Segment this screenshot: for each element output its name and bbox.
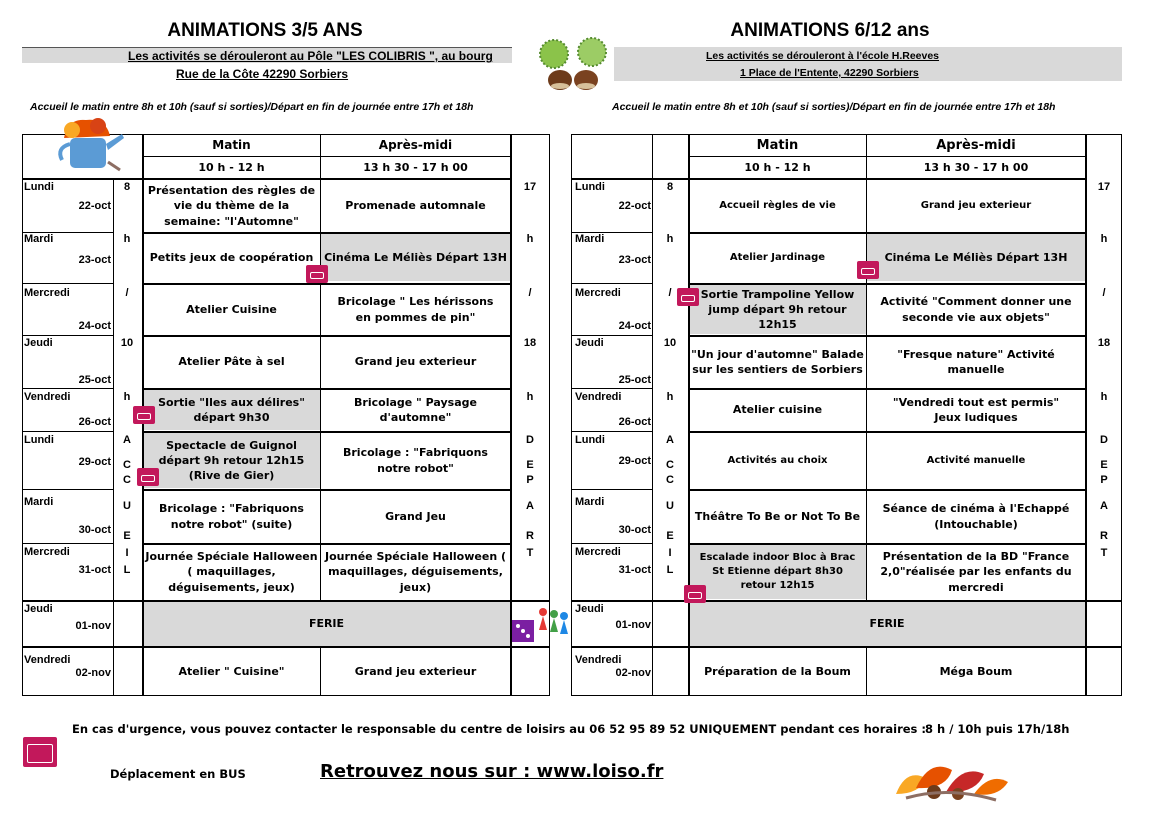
departure-char: T	[1100, 547, 1108, 559]
divider	[652, 134, 653, 696]
arrival-char: C	[123, 474, 131, 486]
date-label: 30-oct	[618, 524, 651, 536]
left-accueil: Accueil le matin entre 8h et 10h (sauf si sorties)/Départ en fin de journée entre 17h et 18h	[30, 101, 474, 113]
departure-char: D	[526, 434, 534, 446]
day-label: Jeudi	[24, 603, 53, 615]
day-label: Lundi	[575, 434, 605, 446]
arrival-char: h	[666, 391, 674, 403]
divider	[571, 283, 652, 284]
divider	[866, 646, 867, 696]
arrival-char: I	[125, 547, 129, 559]
day-label: Vendredi	[575, 654, 622, 666]
departure-char: h	[1100, 233, 1108, 245]
arrival-char: U	[123, 500, 131, 512]
arrival-char: A	[123, 434, 131, 446]
date-label: 22-oct	[618, 200, 651, 212]
bus-icon	[23, 737, 57, 767]
emergency-hours: 8 h / 10h puis 17h/18h	[925, 722, 1070, 736]
activity-cell: Activité "Comment donner une seconde vie aux objets"	[880, 295, 1072, 324]
activity-cell: Accueil règles de vie	[719, 200, 836, 212]
right-location-line1: Les activités se dérouleront à l'école H.Reeves	[706, 50, 940, 62]
activity-cell: Sortie Trampoline Yellow jump départ 9h retour 12h15	[700, 287, 855, 332]
date-label: 02-nov	[75, 667, 111, 679]
date-label: 22-oct	[78, 200, 111, 212]
activity-cell: Escalade indoor Bloc à Brac St Etienne départ 8h30 retour 12h15	[699, 552, 856, 591]
activity-cell: Grand Jeu	[385, 509, 446, 523]
activity-cell: "Vendredi tout est permis" Jeux ludiques	[892, 395, 1060, 424]
departure-char: 18	[523, 337, 537, 349]
activity-cell: "Fresque nature" Activité manuelle	[897, 347, 1055, 376]
arrival-char: L	[123, 564, 131, 576]
activity-cell: Atelier " Cuisine"	[178, 664, 285, 678]
arrival-char: 10	[663, 337, 677, 349]
divider	[1085, 134, 1087, 696]
day-label: Lundi	[24, 181, 54, 193]
day-label: Jeudi	[575, 337, 604, 349]
departure-char: T	[526, 547, 534, 559]
activity-cell: Petits jeux de coopération	[149, 251, 314, 265]
activity-cell: Sortie "Iles aux délires" départ 9h30	[158, 395, 305, 424]
divider	[571, 431, 652, 432]
activity-cell: Bricolage " Les hérissons en pommes de pin"	[337, 295, 494, 324]
right-time-am: 13 h 30 - 17 h 00	[923, 160, 1029, 174]
divider	[571, 388, 652, 389]
arrival-char: E	[123, 530, 131, 542]
date-label: 02-nov	[615, 667, 651, 679]
arrival-char: A	[666, 434, 674, 446]
departure-char: R	[1100, 530, 1108, 542]
divider	[571, 489, 652, 490]
departure-char: /	[1102, 287, 1106, 299]
activity-cell: Journée Spéciale Halloween ( maquillages, déguisements, jeux)	[324, 550, 507, 594]
arrival-char: C	[666, 459, 674, 471]
divider	[571, 543, 652, 544]
day-label: Mardi	[575, 496, 605, 508]
departure-char: 17	[1097, 181, 1111, 193]
day-label: Mercredi	[24, 287, 70, 299]
arrival-char: h	[123, 391, 131, 403]
activity-cell: Grand jeu exterieur	[354, 355, 477, 369]
activity-cell: Bricolage : "Fabriquons notre robot" (suite)	[159, 502, 304, 531]
activity-cell: Atelier Jardinage	[729, 252, 826, 264]
departure-char: 17	[523, 181, 537, 193]
right-time-matin: 10 h - 12 h	[744, 160, 811, 174]
right-title: ANIMATIONS 6/12 ans	[730, 20, 930, 41]
departure-char: h	[1100, 391, 1108, 403]
arrival-char: C	[123, 459, 131, 471]
day-label: Mardi	[24, 496, 54, 508]
departure-char: D	[1100, 434, 1108, 446]
activity-cell: Cinéma Le Méliès Départ 13H	[884, 251, 1068, 265]
ferie-cell: FERIE	[308, 616, 345, 630]
bus-legend-label: Déplacement en BUS	[110, 767, 246, 781]
arrival-char: 10	[120, 337, 134, 349]
activity-cell: Grand jeu exterieur	[354, 664, 477, 678]
arrival-char: E	[666, 530, 674, 542]
divider	[866, 134, 867, 601]
arrival-char: L	[666, 564, 674, 576]
date-label: 25-oct	[618, 374, 651, 386]
activity-cell: Atelier cuisine	[732, 403, 823, 417]
left-time-am: 13 h 30 - 17 h 00	[363, 160, 468, 174]
right-header-am: Après-midi	[936, 137, 1016, 153]
activity-cell: Spectacle de Guignol départ 9h retour 12h15 (Rive de Gier)	[158, 438, 305, 483]
activity-cell: Méga Boum	[939, 664, 1013, 678]
activity-cell: Promenade automnale	[345, 199, 486, 213]
departure-char: P	[526, 474, 534, 486]
left-header-matin: Matin	[212, 138, 251, 153]
day-label: Vendredi	[24, 391, 71, 403]
left-time-matin: 10 h - 12 h	[198, 160, 265, 174]
date-label: 01-nov	[75, 620, 111, 632]
date-label: 24-oct	[78, 320, 111, 332]
activity-cell: Présentation des règles de vie du thème de la semaine: "l'Automne"	[147, 184, 316, 228]
day-label: Lundi	[24, 434, 54, 446]
departure-char: h	[526, 233, 534, 245]
date-label: 24-oct	[618, 320, 651, 332]
activity-cell: Préparation de la Boum	[704, 664, 851, 678]
website-link[interactable]: Retrouvez nous sur : www.loiso.fr	[320, 761, 664, 782]
arrival-char: U	[666, 500, 674, 512]
date-label: 25-oct	[78, 374, 111, 386]
activity-cell: Cinéma Le Méliès Départ 13H	[324, 251, 507, 265]
left-title: ANIMATIONS 3/5 ANS	[167, 20, 363, 41]
day-label: Mercredi	[575, 287, 621, 299]
day-label: Mercredi	[24, 546, 70, 558]
departure-char: h	[526, 391, 534, 403]
day-label: Lundi	[575, 181, 605, 193]
day-label: Mercredi	[575, 546, 621, 558]
departure-char: A	[526, 500, 534, 512]
date-label: 26-oct	[618, 416, 651, 428]
day-label: Jeudi	[575, 603, 604, 615]
departure-char: E	[1100, 459, 1108, 471]
day-label: Mardi	[575, 233, 605, 245]
activity-cell: Théâtre To Be or Not To Be	[694, 509, 861, 523]
date-label: 29-oct	[78, 456, 111, 468]
ferie-cell: FERIE	[869, 616, 905, 630]
divider	[571, 335, 652, 336]
arrival-char: h	[666, 233, 674, 245]
departure-char: E	[526, 459, 534, 471]
activity-cell: Activités au choix	[727, 454, 828, 466]
date-label: 26-oct	[78, 416, 111, 428]
bus-icon	[857, 261, 879, 279]
autumn-leaves-illustration	[886, 748, 1012, 804]
activity-cell: Séance de cinéma à l'Echappé (Intouchable)	[882, 502, 1070, 531]
left-location-line2: Rue de la Côte 42290 Sorbiers	[176, 67, 349, 81]
date-label: 23-oct	[618, 254, 651, 266]
date-label: 29-oct	[618, 455, 651, 467]
activity-cell: Bricolage : "Fabriquons notre robot"	[343, 446, 488, 475]
bus-icon	[677, 288, 699, 306]
day-label: Vendredi	[575, 391, 622, 403]
departure-char: /	[528, 287, 532, 299]
activity-cell: Activité manuelle	[926, 454, 1026, 466]
activity-cell: Journée Spéciale Halloween ( maquillages, déguisements, jeux)	[145, 550, 318, 594]
departure-char: R	[526, 530, 534, 542]
arrival-char: 8	[123, 181, 131, 193]
left-location-line1: Les activités se dérouleront au Pôle "LES COLIBRIS ", au bourg	[128, 49, 493, 63]
bus-icon	[684, 585, 706, 603]
right-header-matin: Matin	[756, 137, 799, 153]
arrival-char: C	[666, 474, 674, 486]
emergency-notice: En cas d'urgence, vous pouvez contacter le responsable du centre de loisirs au 06 52 95 89 52 UNIQUEMENT pendant ces horaires :	[72, 722, 926, 736]
arrival-char: I	[668, 547, 672, 559]
day-label: Mardi	[24, 233, 54, 245]
departure-char: 18	[1097, 337, 1111, 349]
activity-cell: Atelier Cuisine	[186, 302, 277, 316]
date-label: 30-oct	[78, 524, 111, 536]
activity-cell: Présentation de la BD "France 2,0"réalisée par les enfants du mercredi	[880, 550, 1072, 594]
activity-cell: Bricolage " Paysage d'automne"	[354, 395, 477, 424]
arrival-char: 8	[666, 181, 674, 193]
activity-cell: Grand jeu exterieur	[920, 200, 1032, 212]
day-label: Vendredi	[24, 654, 71, 666]
arrival-char: /	[125, 287, 129, 299]
departure-char: P	[1100, 474, 1108, 486]
right-accueil: Accueil le matin entre 8h et 10h (sauf si sorties)/Départ en fin de journée entre 17h et 18h	[612, 101, 1056, 113]
departure-char: A	[1100, 500, 1108, 512]
arrival-char: h	[123, 233, 131, 245]
date-label: 01-nov	[615, 619, 651, 631]
arrival-char: /	[668, 287, 672, 299]
activity-cell: Atelier Pâte à sel	[178, 355, 285, 369]
date-label: 31-oct	[78, 564, 111, 576]
left-header-am: Après-midi	[378, 138, 453, 153]
date-label: 31-oct	[618, 564, 651, 576]
day-label: Jeudi	[24, 337, 53, 349]
date-label: 23-oct	[78, 254, 111, 266]
right-location-line2: 1 Place de l'Entente, 42290 Sorbiers	[740, 67, 919, 79]
activity-cell: "Un jour d'automne" Balade sur les sentiers de Sorbiers	[691, 347, 864, 376]
